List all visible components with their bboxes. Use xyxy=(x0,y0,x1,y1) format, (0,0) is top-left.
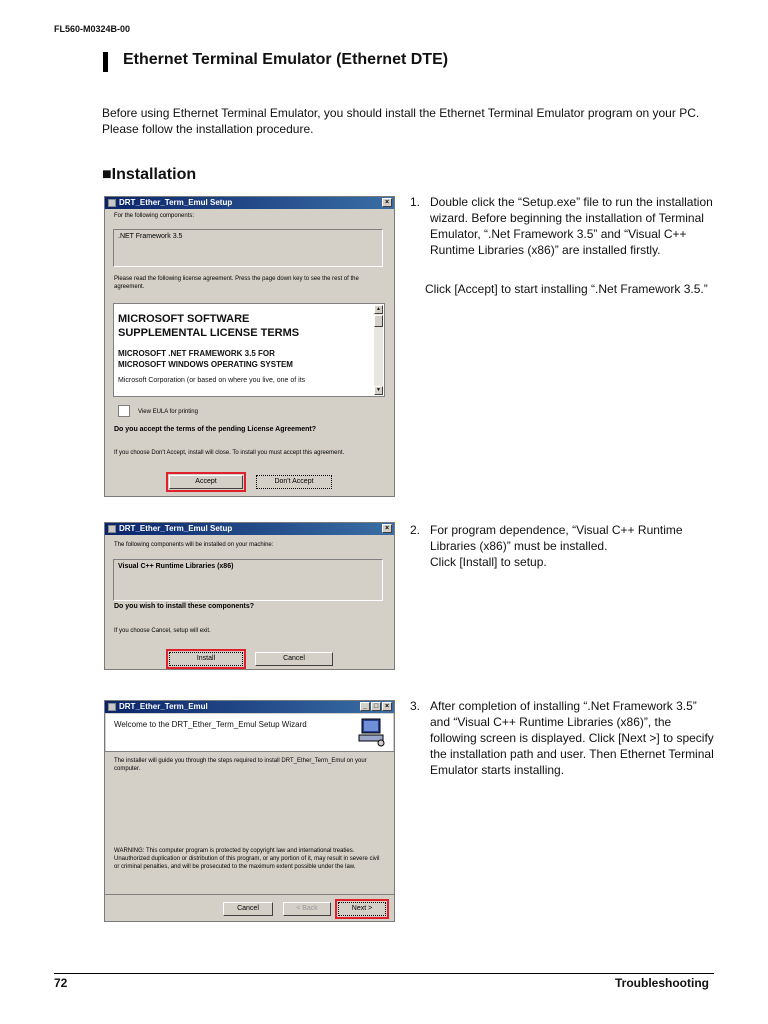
maximize-icon[interactable]: □ xyxy=(371,702,381,711)
step-1 xyxy=(410,194,715,258)
license-prompt: Please read the following license agreement. Press the page down key to see the rest of the agreement. xyxy=(114,276,359,290)
wizard-cancel-label: Cancel xyxy=(237,905,259,912)
license-body: Microsoft Corporation (or based on where you live, one of its xyxy=(118,377,306,384)
document-code: FL560-M0324B-00 xyxy=(54,24,131,34)
install-note: If you choose Cancel, setup will exit. xyxy=(114,628,211,634)
wizard-body: The installer will guide you through the steps required to install DRT_Ether_Term_Emul on your computer. xyxy=(114,758,367,772)
computer-icon xyxy=(355,717,387,747)
copyright-warning: WARNING: This computer program is protected by copyright law and international treaties. Unauthorized duplication or distribution of this program, or any portion of it, may result in severe civil or criminal penalties, and will be prosecuted to the maximum extent possible under the law. xyxy=(114,848,380,870)
cancel-label: Cancel xyxy=(283,655,305,662)
components-dialog xyxy=(104,522,395,670)
step-number: 2. xyxy=(410,523,421,537)
back-label: < Back xyxy=(296,905,318,912)
next-highlight xyxy=(335,899,389,919)
wizard-cancel-button[interactable] xyxy=(223,902,273,916)
step-text: For program dependence, “Visual C++ Runtime Libraries (x86)” must be installed. xyxy=(430,523,683,553)
intro-paragraph: Before using Ethernet Terminal Emulator, you should install the Ethernet Terminal Emulator program on your PC. Please follow the installation procedure. xyxy=(102,106,700,136)
banner-divider xyxy=(105,751,394,752)
accept-question: Do you accept the terms of the pending License Agreement? xyxy=(114,426,316,433)
scroll-thumb[interactable] xyxy=(374,315,383,327)
back-button[interactable] xyxy=(283,902,331,916)
dialog-title: DRT_Ether_Term_Emul Setup xyxy=(119,198,233,207)
step-1-extra: Click [Accept] to start installing “.Net Framework 3.5.” xyxy=(425,282,708,296)
install-highlight xyxy=(166,649,246,669)
section-title: ■Installation xyxy=(102,166,197,183)
step-text: Double click the “Setup.exe” file to run the installation wizard. Before beginning the installation of Terminal Emulator, “.Net Framework 3.5” and “Visual C++ Runtime Libraries (x86)” are installed firstly. xyxy=(430,195,713,257)
license-heading-1: MICROSOFT SOFTWARE xyxy=(118,313,250,325)
wizard-welcome: Welcome to the DRT_Ether_Term_Emul Setup Wizard xyxy=(114,720,307,729)
footer-section: Troubleshooting xyxy=(615,976,709,990)
button-divider xyxy=(105,894,394,895)
accept-label: Accept xyxy=(195,478,217,485)
components-label: For the following components: xyxy=(114,213,195,219)
app-icon xyxy=(108,525,116,533)
dont-accept-button[interactable] xyxy=(256,475,332,489)
license-heading-3: MICROSOFT .NET FRAMEWORK 3.5 FOR xyxy=(118,349,275,358)
close-icon[interactable]: × xyxy=(382,702,392,711)
footer-rule xyxy=(54,973,714,974)
license-scrollbar[interactable] xyxy=(374,305,383,395)
title-marker xyxy=(103,52,108,72)
step-2 xyxy=(410,522,715,570)
app-icon xyxy=(108,199,116,207)
scroll-up-icon[interactable]: ▲ xyxy=(374,305,383,314)
component-item: .NET Framework 3.5 xyxy=(118,233,183,240)
print-icon[interactable] xyxy=(118,405,130,417)
app-icon xyxy=(108,703,116,711)
component-list xyxy=(113,229,383,267)
setup-wizard-dialog xyxy=(104,700,395,922)
cancel-button[interactable] xyxy=(255,652,333,666)
dialog-titlebar xyxy=(105,523,394,535)
close-icon[interactable]: × xyxy=(382,198,392,207)
dialog-title: DRT_Ether_Term_Emul Setup xyxy=(119,524,233,533)
step-number: 1. xyxy=(410,195,421,209)
license-heading-4: MICROSOFT WINDOWS OPERATING SYSTEM xyxy=(118,360,293,369)
scroll-down-icon[interactable]: ▼ xyxy=(374,386,383,395)
license-heading-2: SUPPLEMENTAL LICENSE TERMS xyxy=(118,327,300,339)
install-question: Do you wish to install these components? xyxy=(114,603,255,610)
page-title: Ethernet Terminal Emulator (Ethernet DTE) xyxy=(123,51,449,68)
dont-accept-label: Don't Accept xyxy=(274,478,314,485)
step-3 xyxy=(410,698,715,778)
wizard-banner xyxy=(106,714,393,751)
step-number: 3. xyxy=(410,699,421,713)
view-eula-link[interactable]: View EULA for printing xyxy=(138,409,198,415)
component-item: Visual C++ Runtime Libraries (x86) xyxy=(118,563,234,570)
license-text-box[interactable] xyxy=(113,303,385,397)
accept-note: If you choose Don't Accept, install will close. To install you must accept this agreement. xyxy=(114,450,345,456)
install-label: Install xyxy=(196,655,216,662)
step-extra: Click [Install] to setup. xyxy=(430,555,547,569)
step-text: After completion of installing “.Net Framework 3.5” and “Visual C++ Runtime Libraries (x86)”, the following screen is displayed. Click [Next >] to specify the installation path and user. Then Ethernet Terminal Emulator starts installing. xyxy=(430,699,714,777)
license-dialog xyxy=(104,196,395,497)
component-list xyxy=(113,559,383,601)
dialog-titlebar xyxy=(105,197,394,209)
page-number: 72 xyxy=(54,976,68,990)
next-label: Next > xyxy=(351,905,373,912)
close-icon[interactable]: × xyxy=(382,524,392,533)
dialog-title: DRT_Ether_Term_Emul xyxy=(119,702,208,711)
dialog-titlebar xyxy=(105,701,394,713)
accept-highlight xyxy=(166,472,246,492)
components-label: The following components will be installed on your machine: xyxy=(114,542,274,548)
minimize-icon[interactable]: _ xyxy=(360,702,370,711)
